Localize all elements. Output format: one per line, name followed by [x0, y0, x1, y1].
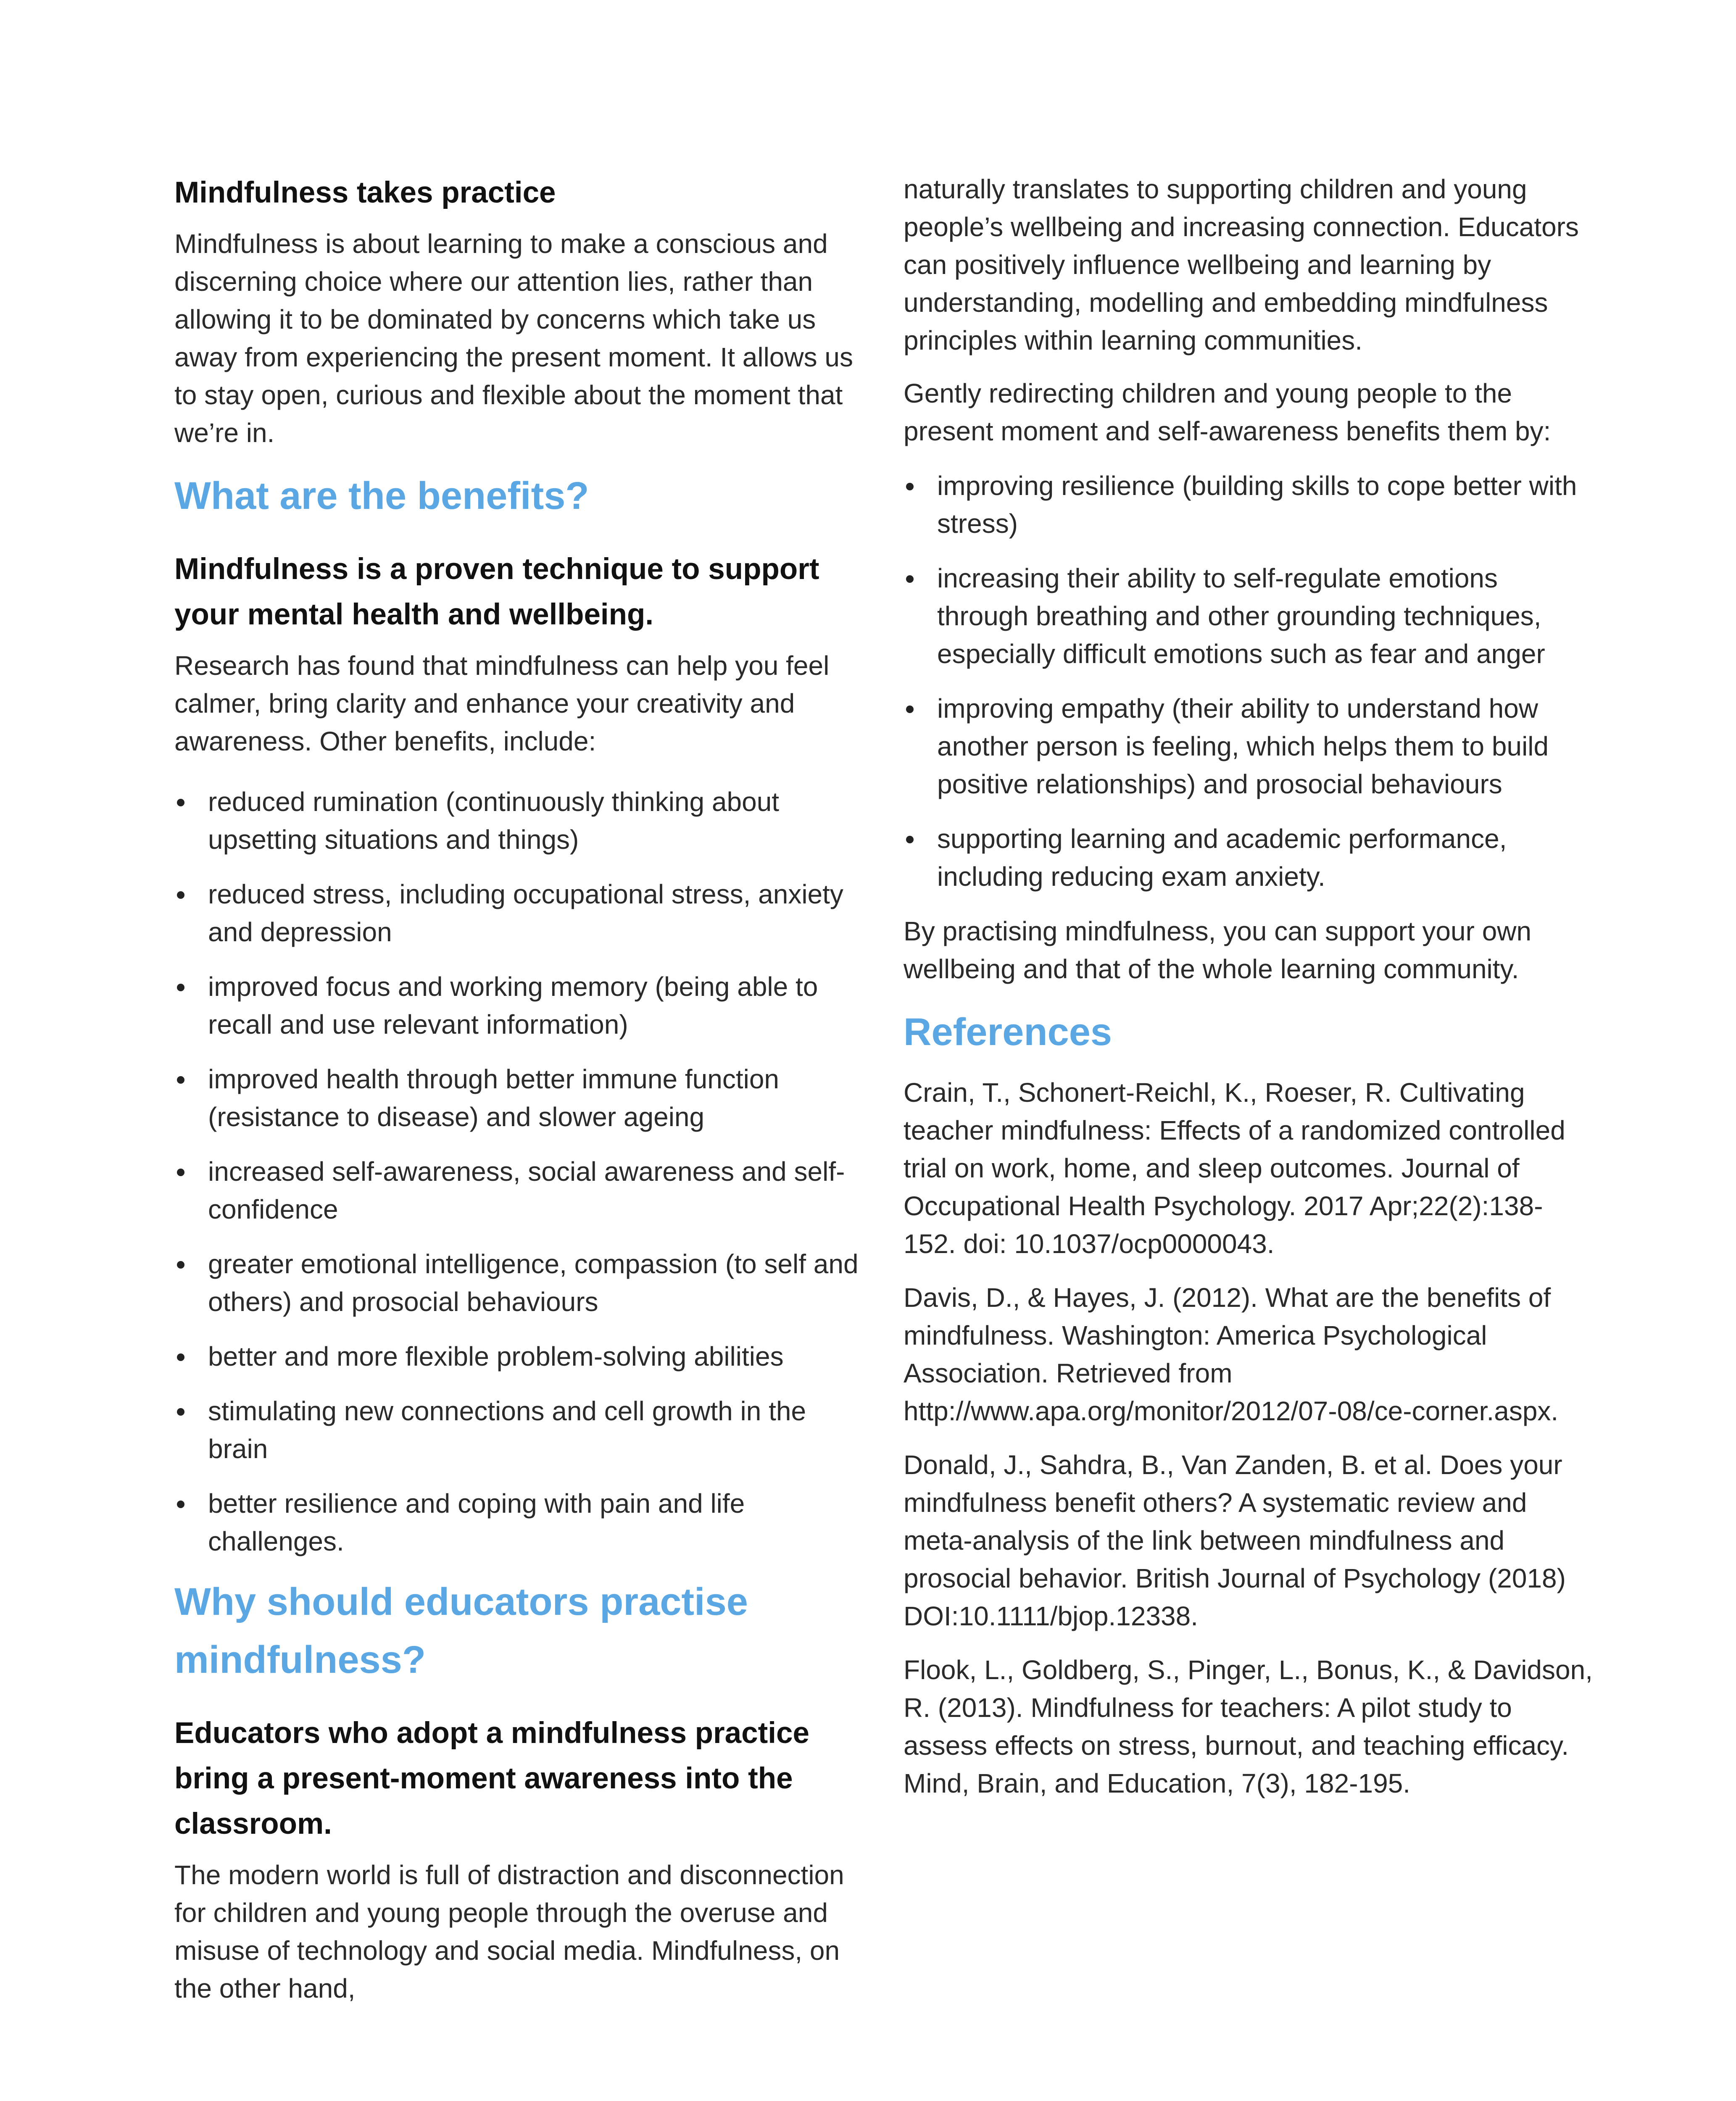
- list-item: increased self-awareness, social awareness and self-confidence: [174, 1153, 859, 1228]
- heading-references: References: [904, 1011, 1112, 1053]
- list-item: improved focus and working memory (being able to recall and use relevant information): [174, 968, 859, 1043]
- child-benefits-list: [904, 467, 1593, 895]
- reference-item: Flook, L., Goldberg, S., Pinger, L., Bonus, K., & Davidson, R. (2013). Mindfulness for teachers: A pilot study to assess effects on stress, burnout, and teaching efficacy. Mind, Brain, and Education, 7(3), 182-195.: [904, 1655, 1593, 1798]
- list-item: reduced stress, including occupational stress, anxiety and depression: [174, 875, 859, 951]
- paragraph-modern-world: The modern world is full of distraction and disconnection for children and young people through the overuse and misuse of technology and social media. Mindfulness, on the other hand,: [174, 1860, 844, 2004]
- reference-item: Davis, D., & Hayes, J. (2012). What are the benefits of mindfulness. Washington: America Psychological Association. Retrieved from http://www.apa.org/monitor/2012/07-08/ce-corner.aspx.: [904, 1282, 1559, 1426]
- list-item: supporting learning and academic performance, including reducing exam anxiety.: [904, 820, 1593, 895]
- reference-item: Crain, T., Schonert-Reichl, K., Roeser, R. Cultivating teacher mindfulness: Effects of a randomized controlled trial on work, home, and sleep outcomes. Journal of Occupational Health Psychology. 2017 Apr;22(2):138-152. doi: 10.1037/ocp0000043.: [904, 1077, 1565, 1259]
- paragraph-practice: Mindfulness is about learning to make a conscious and discerning choice where our attention lies, rather than allowing it to be dominated by concerns which take us away from experiencing the present moment. It allows us to stay open, curious and flexible about the moment that we’re in.: [174, 229, 853, 448]
- paragraph-research: Research has found that mindfulness can help you feel calmer, bring clarity and enhance your creativity and awareness. Other benefits, include:: [174, 650, 830, 756]
- heading-educators: Why should educators practise mindfulness?: [174, 1580, 748, 1681]
- left-column: [174, 170, 859, 2022]
- subheading-benefits: Mindfulness is a proven technique to support your mental health and wellbeing.: [174, 553, 819, 631]
- paragraph-practising: By practising mindfulness, you can support your own wellbeing and that of the whole learning community.: [904, 916, 1532, 984]
- right-column: [904, 170, 1593, 1818]
- list-item: stimulating new connections and cell growth in the brain: [174, 1392, 859, 1468]
- benefits-list: [174, 783, 859, 1560]
- list-item: improving empathy (their ability to understand how another person is feeling, which helps them to build positive relationships) and prosocial behaviours: [904, 690, 1593, 803]
- list-item: better and more flexible problem-solving abilities: [174, 1337, 859, 1375]
- subheading-educators: Educators who adopt a mindfulness practice bring a present-moment awareness into the classroom.: [174, 1717, 810, 1840]
- heading-mindfulness-practice: Mindfulness takes practice: [174, 176, 556, 209]
- list-item: improved health through better immune function (resistance to disease) and slower ageing: [174, 1060, 859, 1136]
- list-item: reduced rumination (continuously thinking about upsetting situations and things): [174, 783, 859, 858]
- paragraph-continuation: naturally translates to supporting children and young people’s wellbeing and increasing connection. Educators can positively influence wellbeing and learning by understanding, modelling and embedding mindfulness principles within learning communities.: [904, 174, 1579, 355]
- list-item: increasing their ability to self-regulate emotions through breathing and other grounding techniques, especially difficult emotions such as fear and anger: [904, 559, 1593, 673]
- list-item: improving resilience (building skills to cope better with stress): [904, 467, 1593, 542]
- list-item: greater emotional intelligence, compassion (to self and others) and prosocial behaviours: [174, 1245, 859, 1321]
- reference-item: Donald, J., Sahdra, B., Van Zanden, B. et al. Does your mindfulness benefit others? A systematic review and meta-analysis of the link between mindfulness and prosocial behavior. British Journal of Psychology (2018) DOI:10.1111/bjop.12338.: [904, 1450, 1566, 1631]
- list-item: better resilience and coping with pain and life challenges.: [174, 1485, 859, 1560]
- heading-benefits: What are the benefits?: [174, 474, 589, 517]
- paragraph-redirect: Gently redirecting children and young people to the present moment and self-awareness benefits them by:: [904, 378, 1551, 446]
